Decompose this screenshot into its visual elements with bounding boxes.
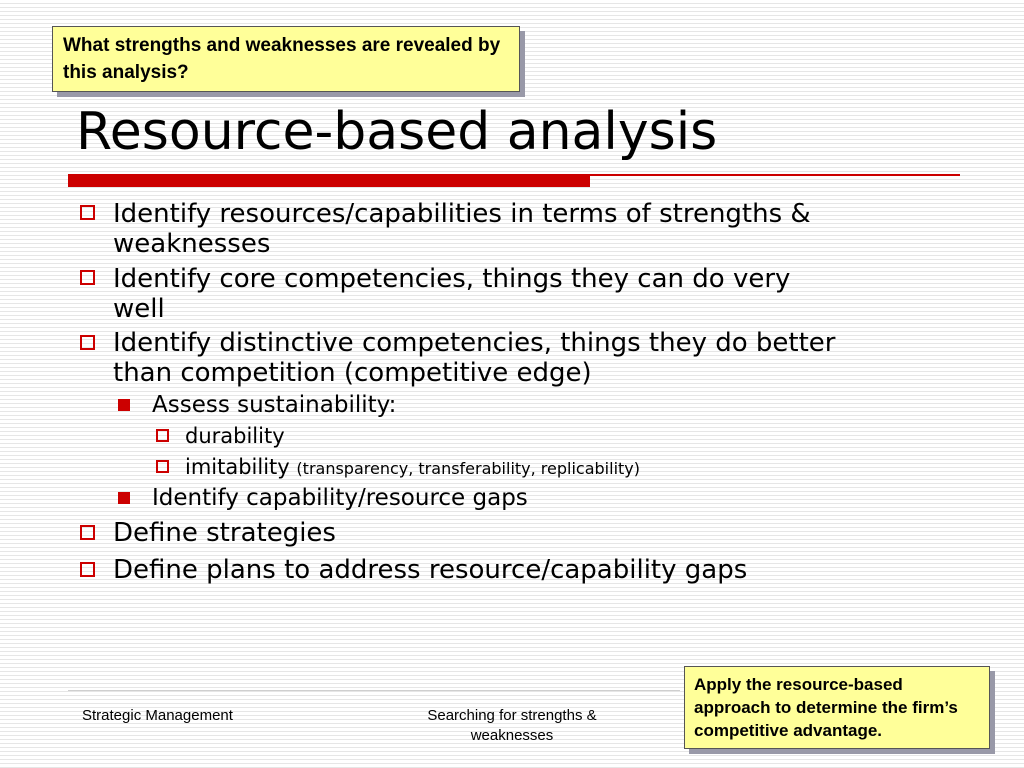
bullet-item bbox=[113, 328, 836, 388]
footer-divider bbox=[68, 690, 680, 691]
bullet-text: Identify core competencies, things they can do very bbox=[113, 264, 791, 294]
question-callout-text: What strengths and weaknesses are revealed by this analysis? bbox=[63, 35, 501, 83]
bullet-item bbox=[113, 199, 811, 259]
bullet-text: Define strategies bbox=[113, 518, 336, 548]
title-underline-thin bbox=[590, 174, 960, 176]
title-underline-thick bbox=[68, 174, 590, 187]
hollow-square-bullet-icon bbox=[156, 460, 169, 473]
filled-square-bullet-icon bbox=[118, 399, 130, 411]
instruction-callout-text: Apply the resource-based approach to determine the firm’s competitive advantage. bbox=[694, 675, 958, 740]
filled-square-bullet-icon bbox=[118, 492, 130, 504]
hollow-square-bullet-icon bbox=[156, 429, 169, 442]
bullet-item bbox=[185, 454, 640, 482]
hollow-square-bullet-icon bbox=[80, 335, 95, 350]
bullet-text: Identify distinctive competencies, things they do better bbox=[113, 328, 836, 358]
bullet-text: Define plans to address resource/capability gaps bbox=[113, 555, 748, 585]
slide-title: Resource-based analysis bbox=[76, 102, 718, 162]
question-callout bbox=[52, 26, 520, 92]
sub-sub-bullet-text: imitability bbox=[185, 455, 290, 479]
hollow-square-bullet-icon bbox=[80, 525, 95, 540]
bullet-text: Identify resources/capabilities in terms of strengths & bbox=[113, 199, 811, 229]
bullet-text: than competition (competitive edge) bbox=[113, 358, 592, 388]
sub-bullet-text: Identify capability/resource gaps bbox=[152, 485, 528, 511]
hollow-square-bullet-icon bbox=[80, 270, 95, 285]
sub-bullet-text: Assess sustainability: bbox=[152, 392, 397, 418]
footer-course-name: Strategic Management bbox=[82, 707, 233, 724]
instruction-callout bbox=[684, 666, 990, 749]
hollow-square-bullet-icon bbox=[80, 205, 95, 220]
footer-slide-topic: Searching for strengths & weaknesses bbox=[427, 707, 597, 744]
bullet-item bbox=[113, 264, 790, 324]
sub-sub-bullet-note: (transparency, transferability, replicability) bbox=[296, 459, 640, 478]
bullet-text: well bbox=[113, 294, 165, 324]
bullet-text: weaknesses bbox=[113, 229, 271, 259]
hollow-square-bullet-icon bbox=[80, 562, 95, 577]
sub-sub-bullet-text: durability bbox=[185, 424, 285, 448]
